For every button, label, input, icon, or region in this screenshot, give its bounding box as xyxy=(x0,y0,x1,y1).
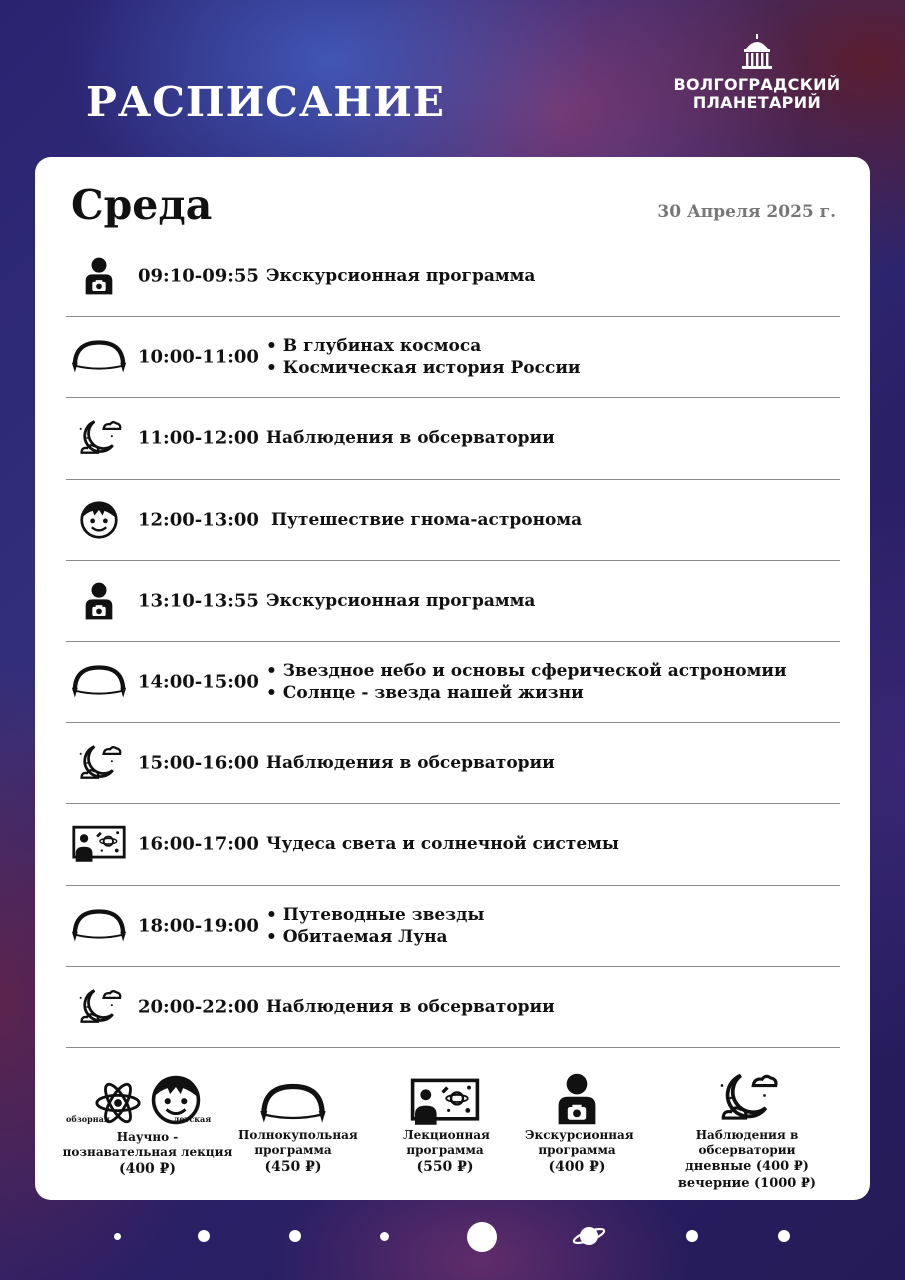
schedule-row xyxy=(66,804,840,885)
row-time: 10:00-11:00 xyxy=(138,346,259,368)
legend-price: (400 ₽) xyxy=(548,1159,606,1175)
dome-icon xyxy=(66,332,132,382)
legend-tag-overview: обзорная xyxy=(66,1114,110,1124)
legend-science xyxy=(60,1062,235,1178)
schedule-list xyxy=(66,236,840,1048)
row-time: 12:00-13:00 xyxy=(138,509,259,531)
row-event: Экскурсионная программа xyxy=(266,266,536,287)
excursion-icon xyxy=(66,576,132,626)
legend-price-evening: вечерние (1000 ₽) xyxy=(677,1176,817,1191)
row-event: Наблюдения в обсерватории xyxy=(266,428,555,449)
row-event: • Звездное небо и основы сферической астрономии xyxy=(266,661,787,682)
row-event: • Космическая история России xyxy=(266,358,581,379)
logo-text-line2: ПЛАНЕТАРИЙ xyxy=(692,93,822,112)
planet-icon xyxy=(572,1221,606,1251)
day-heading: Среда xyxy=(71,181,213,229)
observation-icon xyxy=(66,738,132,788)
row-event: Наблюдения в обсерватории xyxy=(266,996,555,1017)
dot xyxy=(467,1222,497,1252)
row-time: 11:00-12:00 xyxy=(138,427,259,449)
schedule-row xyxy=(66,967,840,1048)
row-event: • Путеводные звезды xyxy=(266,904,485,925)
schedule-row xyxy=(66,480,840,561)
row-event: Чудеса света и солнечной системы xyxy=(266,834,619,855)
row-event: • Солнце - звезда нашей жизни xyxy=(266,683,584,704)
schedule-date: 30 Апреля 2025 г. xyxy=(657,202,836,222)
dot xyxy=(198,1230,210,1242)
decorative-dots xyxy=(0,1210,905,1260)
observation-icon xyxy=(66,413,132,463)
row-event: • Обитаемая Луна xyxy=(266,926,448,947)
row-time: 15:00-16:00 xyxy=(138,752,259,774)
dome-icon xyxy=(66,657,132,707)
dome-icon xyxy=(66,901,132,951)
observation-icon xyxy=(715,1068,779,1128)
schedule-row xyxy=(66,561,840,642)
schedule-card xyxy=(35,157,870,1200)
excursion-icon xyxy=(66,251,132,301)
row-event: Экскурсионная программа xyxy=(266,590,536,611)
planetarium-logo xyxy=(672,34,842,112)
observation-icon xyxy=(66,982,132,1032)
legend xyxy=(35,1062,870,1192)
row-event: • В глубинах космоса xyxy=(266,336,482,357)
legend-name: Лекционная программа xyxy=(403,1128,490,1157)
kids-face-icon xyxy=(66,495,132,545)
dot xyxy=(380,1232,389,1241)
legend-name: Наблюдения в обсерватории xyxy=(695,1128,799,1157)
legend-name: Полнокупольная программа xyxy=(238,1128,358,1157)
legend-dome xyxy=(238,1062,358,1176)
legend-excursion xyxy=(517,1062,637,1176)
dot xyxy=(289,1230,301,1242)
legend-price: (550 ₽) xyxy=(416,1159,474,1175)
legend-name: Экскурсионная программа xyxy=(525,1128,634,1157)
row-time: 09:10-09:55 xyxy=(138,265,259,287)
schedule-row xyxy=(66,236,840,317)
lecture-icon xyxy=(409,1076,481,1128)
page-title: РАСПИСАНИЕ xyxy=(86,78,446,126)
lecture-icon xyxy=(66,819,132,869)
schedule-row xyxy=(66,317,840,398)
dot xyxy=(778,1230,790,1242)
schedule-row xyxy=(66,642,840,723)
schedule-row xyxy=(66,886,840,967)
dot xyxy=(686,1230,698,1242)
legend-tag-kids: детская xyxy=(174,1114,212,1124)
row-time: 13:10-13:55 xyxy=(138,590,259,612)
excursion-icon xyxy=(554,1070,600,1128)
legend-observation xyxy=(647,1062,847,1192)
schedule-row xyxy=(66,398,840,479)
schedule-row xyxy=(66,723,840,804)
row-time: 16:00-17:00 xyxy=(138,833,259,855)
row-event: Наблюдения в обсерватории xyxy=(266,753,555,774)
row-time: 18:00-19:00 xyxy=(138,915,259,937)
row-time: 14:00-15:00 xyxy=(138,671,259,693)
row-event: Путешествие гнома-астронома xyxy=(271,509,583,530)
legend-price-day: дневные (400 ₽) xyxy=(685,1159,809,1174)
dome-icon xyxy=(258,1080,328,1128)
legend-price: (450 ₽) xyxy=(264,1159,322,1175)
planetarium-building-icon xyxy=(740,34,774,72)
row-time: 20:00-22:00 xyxy=(138,996,259,1018)
logo-text-line1: ВОЛГОГРАДСКИЙ xyxy=(673,75,841,94)
legend-lecture xyxy=(385,1062,505,1176)
legend-price: (400 ₽) xyxy=(118,1161,177,1177)
dot xyxy=(114,1233,121,1240)
legend-name: Научно - познавательная лекция xyxy=(62,1130,233,1159)
